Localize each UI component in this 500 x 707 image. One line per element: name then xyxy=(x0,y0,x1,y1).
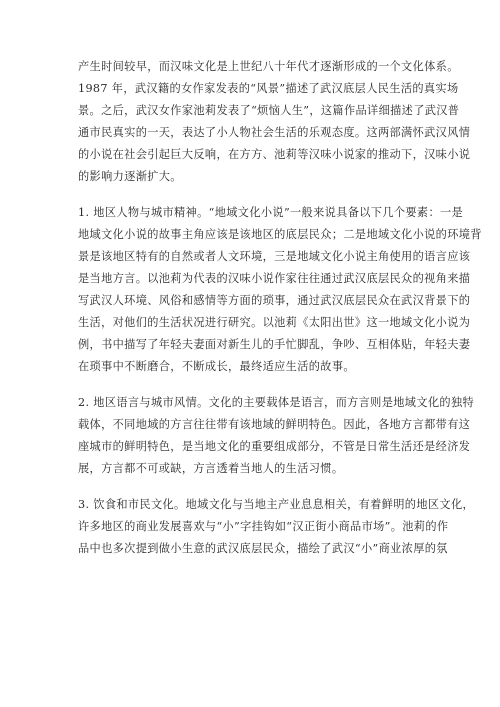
paragraph-intro-origin xyxy=(78,56,471,188)
paragraph-point-3 xyxy=(78,494,475,560)
text-line: 产生时间较早，而汉味文化是上世纪八十年代才逐渐形成的一个文化体系。 xyxy=(78,60,459,73)
text-line: 2. 地区语言与城市风情。文化的主要载体是语言，而方言则是地域文化的独特 xyxy=(78,396,475,409)
paragraph-point-1 xyxy=(78,202,482,378)
text-line: 景。之后，武汉女作家池莉发表了“烦恼人生”，这篇作品详细描述了武汉普 xyxy=(78,104,460,117)
text-line: 生活，对他们的生活状况进行研究。以池莉《太阳出世》这一地域文化小说为 xyxy=(78,316,471,329)
paragraph-point-2 xyxy=(78,392,475,480)
text-line: 许多地区的商业发展喜欢与“小”字挂钩如“汉正街小商品市场”。池莉的作 xyxy=(78,520,449,533)
text-line: 是当地方言。以池莉为代表的汉味小说作家往往通过武汉底层民众的视角来描 xyxy=(78,272,471,285)
text-line: 的小说在社会引起巨大反响，在方方、池莉等汉味小说家的推动下，汉味小说 xyxy=(78,148,471,161)
text-line: 载体，不同地域的方言往往带有该地域的鲜明特色。因此，各地方言都带有这 xyxy=(78,418,471,431)
text-line: 在琐事中不断磨合，不断成长，最终适应生活的故事。 xyxy=(78,360,355,373)
text-line: 座城市的鲜明特色，是当地文化的重要组成部分，不管是日常生活还是经济发 xyxy=(78,440,471,453)
text-line: 1. 地区人物与城市精神。“地域文化小说”一般来说具备以下几个要素：一是 xyxy=(78,206,464,219)
text-line: 1987 年，武汉籍的女作家发表的“风景”描述了武汉底层人民生活的真实场 xyxy=(78,82,459,95)
text-line: 3. 饮食和市民文化。地域文化与当地主产业息息相关，有着鲜明的地区文化， xyxy=(78,498,475,511)
text-line: 写武汉人环境、风俗和感情等方面的琐事，通过武汉底层民众在武汉背景下的 xyxy=(78,294,471,307)
text-line: 例，书中描写了年轻夫妻面对新生儿的手忙脚乱，争吵、互相体贴，年轻夫妻 xyxy=(78,338,471,351)
text-line: 通市民真实的一天，表达了小人物社会生活的乐观态度。这两部满怀武汉风情 xyxy=(78,126,471,139)
text-line: 展，方言都不可或缺，方言透着当地人的生活习惯。 xyxy=(78,462,344,475)
text-line: 地域文化小说的故事主角应该是该地区的底层民众；二是地域文化小说的环境背 xyxy=(78,228,482,241)
text-line: 的影响力逐渐扩大。 xyxy=(78,170,182,183)
text-line: 品中也多次提到做小生意的武汉底层民众，描绘了武汉“小”商业浓厚的氛 xyxy=(78,542,448,555)
text-line: 景是该地区特有的自然或者人文环境，三是地域文化小说主角使用的语言应该 xyxy=(78,250,471,263)
